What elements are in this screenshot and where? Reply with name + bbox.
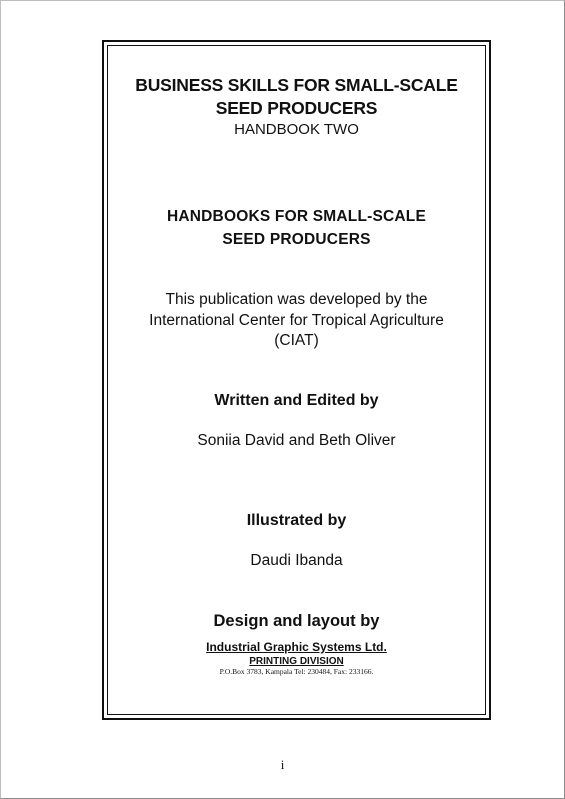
book-title-line-2: SEED PRODUCERS bbox=[215, 98, 378, 118]
publication-line-2: International Center for Tropical Agriculture bbox=[149, 312, 444, 329]
company-name: Industrial Graphic Systems Ltd. bbox=[206, 640, 387, 654]
printing-division: PRINTING DIVISION bbox=[249, 656, 344, 667]
authors: Soniia David and Beth Oliver bbox=[197, 432, 396, 449]
illustrated-heading: Illustrated by bbox=[246, 512, 347, 529]
written-heading: Written and Edited by bbox=[214, 392, 379, 409]
title-page-frame bbox=[102, 40, 491, 720]
design-heading: Design and layout by bbox=[213, 612, 380, 630]
book-subtitle: HANDBOOK TWO bbox=[234, 121, 359, 138]
company-address: P.O.Box 3783, Kampala Tel: 230484, Fax: 233166. bbox=[219, 667, 374, 676]
illustrator: Daudi Ibanda bbox=[250, 552, 343, 569]
page-number: i bbox=[280, 757, 285, 772]
series-title-line-1: HANDBOOKS FOR SMALL-SCALE bbox=[166, 208, 427, 225]
series-title-line-2: SEED PRODUCERS bbox=[222, 231, 371, 248]
book-title-line-1: BUSINESS SKILLS FOR SMALL-SCALE bbox=[135, 75, 458, 95]
publication-line-3: (CIAT) bbox=[274, 332, 319, 349]
publication-line-1: This publication was developed by the bbox=[165, 291, 428, 308]
